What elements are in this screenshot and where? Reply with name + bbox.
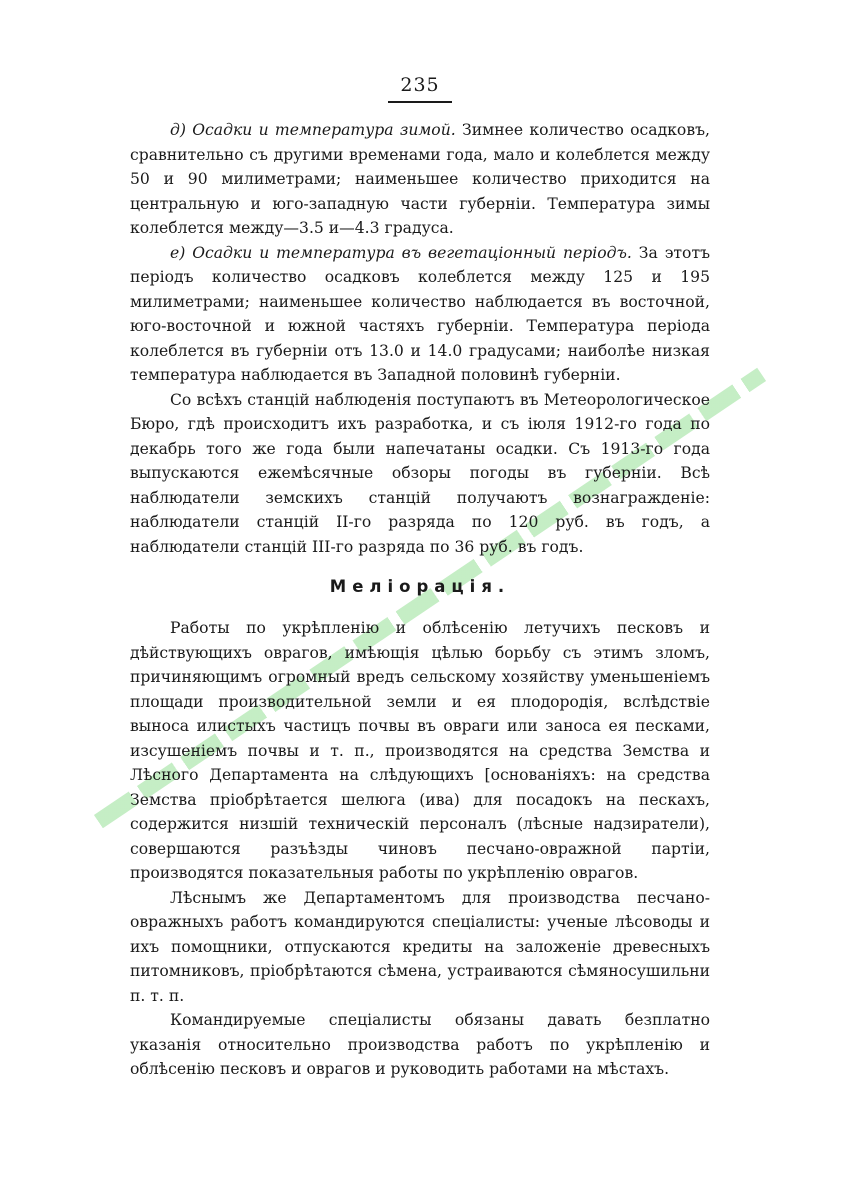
paragraph-stations [130,388,710,560]
text-section-melioration [130,616,710,1082]
paragraph-vegetation [130,241,710,388]
paragraph-forest-department: Лѣснымъ же Департаментомъ для производства песчано-овражныхъ работъ командируются спеціалисты: ученые лѣсоводы и ихъ помощники, отпускаются кредиты на заложеніе древесныхъ питомниковъ, пріобрѣтаются сѣмена, устраиваются сѣмяносушильни п. т. п. [130,888,710,1005]
page-number-underline [388,101,452,103]
section-heading-melioration: Меліорація. [329,577,511,596]
text-section-climate [130,118,710,559]
paragraph-body-winter: Зимнее количество осадковъ, сравнительно съ другими временами года, мало и колеблется между 50 и 90 милиметрами; наименьшее количество приходится на центральную и юго-западную части губерніи. Температура зимы колеблется между—3.5 и—4.3 градуса. [130,121,710,237]
paragraph-specialists: Командируемые спеціалисты обязаны давать безплатно указанія относительно производства работъ по укрѣпленію и облѣсенію песковъ и оврагов и руководить работами на мѣстахъ. [130,1011,710,1078]
paragraph-lead-winter: д) Осадки и температура зимой. [170,121,456,139]
paragraph-lead-vegetation: е) Осадки и температура въ вегетаціонный періодъ. [170,243,632,262]
page-number: 235 [400,74,440,96]
paragraph-body-vegetation: За этотъ періодъ количество осадковъ колеблется между 125 и 195 милиметрами; наименьшее количество наблюдается въ восточной, юго-восточной и южной частяхъ губерніи. Температура періода колеблется въ губерніи отъ 13.0 и 14.0 градусами; наиболѣе низкая температура наблюдается въ Западной половинѣ губерніи. [130,243,710,384]
paragraph-winter [130,118,710,241]
paragraph-works: Работы по укрѣпленію и облѣсенію летучихъ песковъ и дѣйствующихъ оврагов, имѣющія цѣлью борьбу съ этимъ зломъ, причиняющимъ огромный вредъ сельскому хозяйству уменьшеніемъ площади производительной земли и ея плодородія, вслѣдствіе выноса илистыхъ частицъ почвы въ овраги или заноса ея песками, изсушеніемъ почвы и т. п., производятся на средства Земства и Лѣсного Департамента на слѣдующихъ [основаніяхъ: на средства Земства пріобрѣтается шелюга (ива) для посадокъ на пескахъ, содержится низшій техническій персоналъ (лѣсные надзиратели), совершаются разъѣзды чиновъ песчано-овражной партіи, производятся показательныя работы по укрѣпленію оврагов. [130,619,710,882]
paragraph-body-stations: Со всѣхъ станцій наблюденія поступаютъ въ Метеорологическое Бюро, гдѣ происходитъ ихъ разработка, и съ іюля 1912-го года по декабрь того же года были напечатаны осадки. Съ 1913-го года выпускаются ежемѣсячные обзоры погоды въ губерніи. Всѣ наблюдатели земскихъ станцій получаютъ вознагражденіе: наблюдатели станцій II-го разряда по 120 руб. въ годъ, а наблюдатели станцій III-го разряда по 36 руб. въ годъ. [130,390,710,556]
